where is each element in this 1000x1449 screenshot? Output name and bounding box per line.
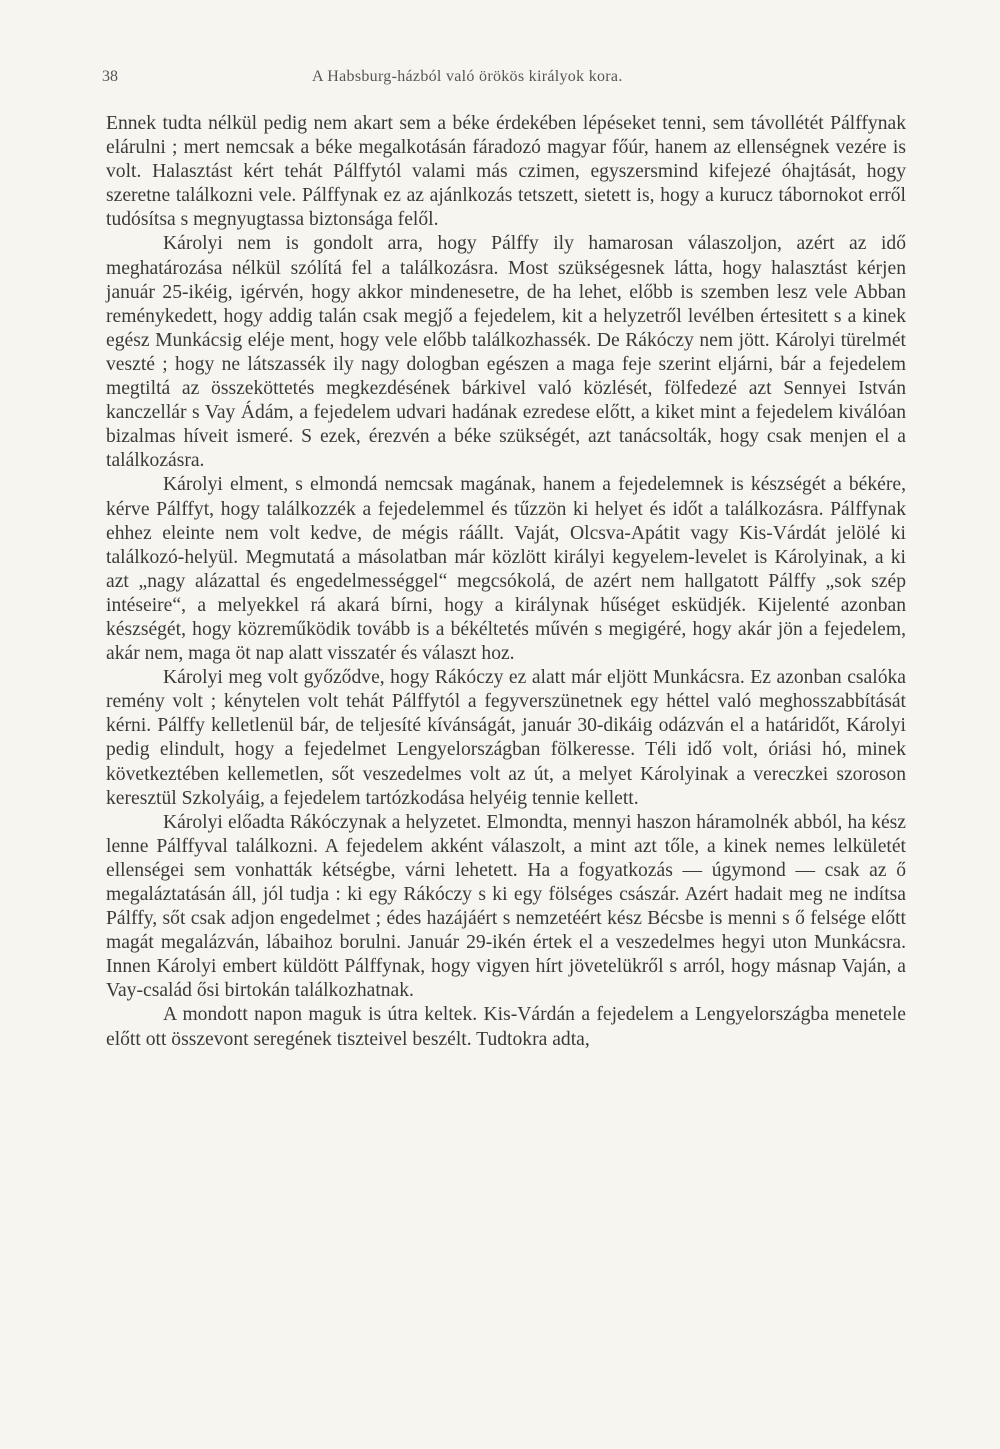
paragraph: A mondott napon maguk is útra keltek. Kis-Várdán a fejedelem a Lengyelországba menetele előtt ott összevont seregének tiszteivel beszélt. Tudtokra adta, [106,1004,906,1050]
paragraph: Károlyi elment, s elmondá nemcsak magának, hanem a fejedelemnek is készségét a békére, kérve Pálffyt, hogy találkozzék a fejedelemmel és tűzzön ki helyet és időt a találkozásra. Pálffynak ehhez eleinte nem volt kedve, de mégis ráállt. Vaját, Olcsva-Apátit vagy Kis-Várdát jelölé ki találkozó-helyül. Megmutatá a másolatban már közlött királyi kegyelem-levelet is Károlyinak, a ki azt „nagy alázattal és engedelmességgel“ megcsókolá, de azért nem hallgatott Pálffy „sok szép intéseire“, a melyekkel rá akará bírni, hogy a királynak hűséget esküdjék. Kijelenté azonban készségét, hogy közreműködik tovább is a békéltetés művén s megigéré, hogy akár jön a fejedelem, akár nem, maga öt nap alatt visszatér és választ hoz. [106,474,906,665]
running-title: A Habsburg-házból való örökös királyok kora. [312,68,623,85]
body-text [106,112,906,1052]
paragraph: Károlyi meg volt győződve, hogy Rákóczy ez alatt már eljött Munkácsra. Ez azonban csalóka remény volt ; kénytelen volt tehát Pálffytól a fegyverszünetnek egy héttel való meghosszabbítását kérni. Pálffy kelletlenül bár, de teljesíté kívánságát, január 30-dikáig odázván el a határidőt, Károlyi pedig elindult, hogy a fejedelmet Lengyelországban fölkeresse. Téli idő volt, óriási hó, minek következtében kellemetlen, sőt veszedelmes volt az út, a melyet Károlyinak a vereczkei szoroson keresztül Szkolyáig, a fejedelem tartózkodása helyéig tennie kellett. [106,667,906,809]
paragraph: Károlyi előadta Rákóczynak a helyzetet. Elmondta, mennyi haszon háramolnék abból, ha kész lenne Pálffyval találkozni. A fejedelem akként válaszolt, a mint azt tőle, a kinek nemes lelkületét ellenségei sem vonhatták kétségbe, várni lehetett. Ha a fogyatkozás — úgymond — csak az ő megaláztatásán áll, jól tudja : ki egy Rákóczy s ki egy fölséges császár. Azért hadait meg ne indítsa Pálffy, sőt csak adjon engedelmet ; édes hazájáért s nemzetéért kész Bécsbe is menni s ő felsége előtt magát megalázván, lábaihoz borulni. Január 29-ikén értek el a veszedelmes hegyi uton Munkácsra. Innen Károlyi embert küldött Pálffynak, hogy vigyen hírt jövetelükről s arról, hogy másnap Vaján, a Vay-család ősi birtokán találkozhatnak. [106,811,906,1002]
page-number: 38 [102,68,118,85]
paragraph: Károlyi nem is gondolt arra, hogy Pálffy ily hamarosan válaszoljon, azért az idő meghatározása nélkül szólítá fel a találkozásra. Most szükségesnek látta, hogy halasztást kérjen január 25-ikéig, igérvén, hogy akkor mindenesetre, de ha lehet, előbb is szemben lesz vele Abban reménykedett, hogy addig talán csak megjő a fejedelem, kit a helyzetről levélben értesitett s a kinek egész Munkácsig eléje ment, hogy vele előbb találkozhassék. De Rákóczy nem jött. Károlyi türelmét veszté ; hogy ne látszassék ily nagy dologban egészen a maga feje szerint eljárni, bár a fejedelem megtiltá az összeköttetés megkezdésének bárkivel való közlését, fölfedezé azt Sennyei István kanczellár s Vay Ádám, a fejedelem udvari hadának ezredese előtt, a kiket mint a fejedelem kiválóan bizalmas híveit ismeré. S ezek, érezvén a béke szükségét, azt tanácsolták, hogy csak menjen el a találkozásra. [106,233,906,472]
paragraph: Ennek tudta nélkül pedig nem akart sem a béke érdekében lépéseket tenni, sem távollétét Pálffynak elárulni ; mert nemcsak a béke megalkotásán fáradozó magyar főúr, hanem az ellenségnek vezére is volt. Halasztást kért tehát Pálffytól valami más czimen, egyszersmind kifejezé óhajtását, hogy szeretne találkozni vele. Pálffynak ez az ajánlkozás tetszett, sietett is, hogy a kurucz tábornokot erről tudósítsa s megnyugtassa biztonsága felől. [106,113,906,231]
